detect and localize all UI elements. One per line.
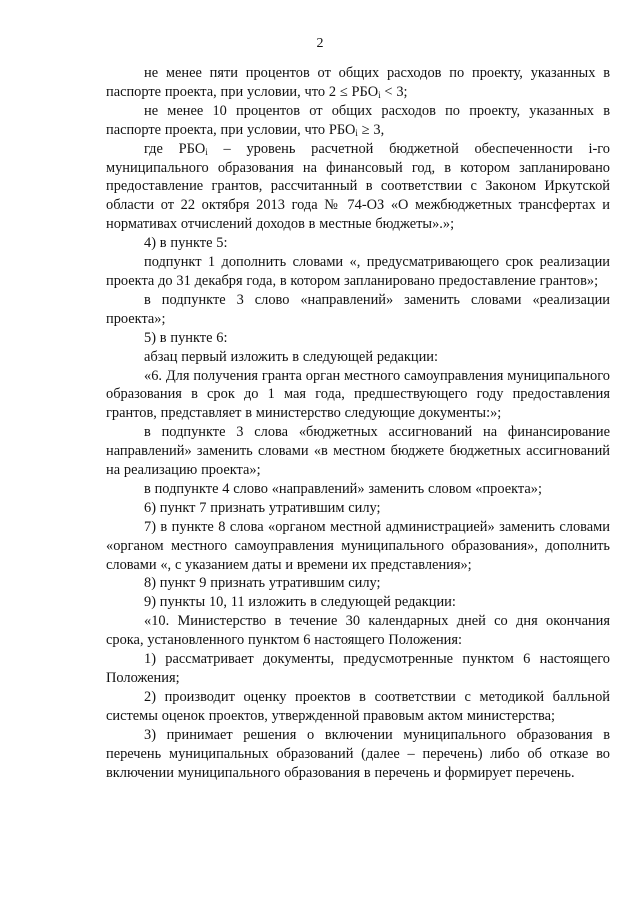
paragraph: 1) рассматривает документы, предусмотренные пунктом 6 настоящего Положения; [106,651,610,686]
paragraph: абзац первый изложить в следующей редакции: [144,348,439,365]
paragraph: 7) в пункте 8 слова «органом местной администрацией» заменить словами «органом местного самоуправления муниципального образования», дополнить словами «, с указанием даты и времени их представления»; [106,518,610,573]
paragraph: подпункт 1 дополнить словами «, предусматривающего срок реализации проекта до 31 декабря года, в котором запланировано предоставление грантов»; [106,254,610,289]
paragraph: «10. Министерство в течение 30 календарных дней со дня окончания срока, установленного пунктом 6 настоящего Положения: [106,613,610,649]
paragraph: в подпункте 3 слово «направлений» заменить словами «реализации проекта»; [106,291,610,327]
paragraph: 8) пункт 9 признать утратившим силу; [144,575,381,592]
paragraph: 5) в пункте 6: [144,329,228,346]
paragraph: 2) производит оценку проектов в соответствии с методикой балльной системы оценок проектов, утвержденной правовым актом министерства; [106,688,610,724]
paragraph: «6. Для получения гранта орган местного самоуправления муниципального образования в срок до 1 мая года, предшествующего году предоставления грантов, представляет в министерство следующие документы:»; [106,367,610,422]
page-number: 2 [316,36,324,51]
paragraph: 9) пункты 10, 11 изложить в следующей редакции: [144,594,456,611]
paragraph: в подпункте 3 слова «бюджетных ассигнований на финансирование направлений» заменить словами «в местном бюджете бюджетных ассигнований на реализацию проекта»; [106,424,610,479]
paragraph: 4) в пункте 5: [144,235,228,252]
paragraph: не менее 10 процентов от общих расходов по проекту, указанных в паспорте проекта, при условии, что $РБО_i \ge 3$, [106,102,610,138]
paragraph: в подпункте 4 слово «направлений» заменить словом «проекта»; [144,480,542,497]
document-body [106,64,610,782]
paragraph: где $РБО_i$ – уровень расчетной бюджетной обеспеченности i-го муниципального образования на финансовый год, в котором запланировано предоставление грантов, рассчитанный в соответствии с Законом Иркутской области от 22 октября 2013 года № 74-ОЗ «О межбюджетных трансфертах и нормативах отчислений доходов в местные бюджеты».»; [106,140,610,233]
paragraph: не менее пяти процентов от общих расходов по проекту, указанных в паспорте проекта, при условии, что $2 \le РБО_i < 3$; [106,65,610,100]
paragraph: 6) пункт 7 признать утратившим силу; [144,499,381,516]
paragraph: 3) принимает решения о включении муниципального образования в перечень муниципальных образований (далее – перечень) либо об отказе во включении муниципального образования в перечень и формирует перечень. [106,726,610,781]
